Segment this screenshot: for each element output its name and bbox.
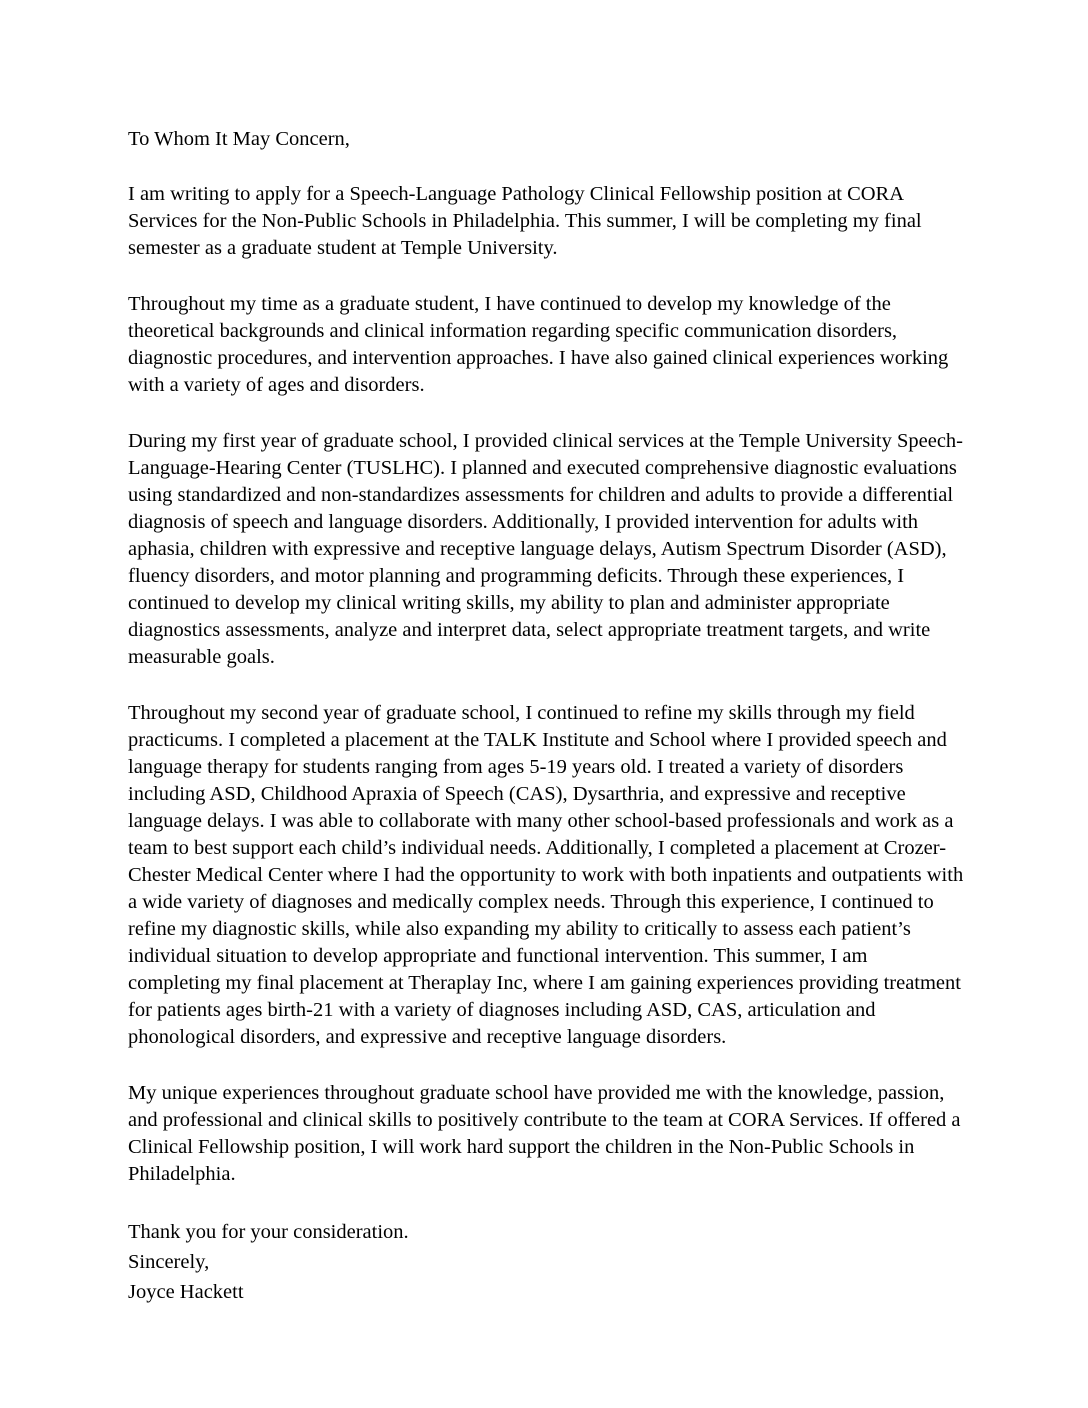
closing-thanks: Thank you for your consideration.: [128, 1221, 409, 1243]
salutation: To Whom It May Concern,: [128, 128, 350, 150]
closing-signature: Joyce Hackett: [128, 1281, 244, 1303]
cover-letter-body: [128, 126, 964, 1307]
paragraph-second-year: Throughout my second year of graduate school, I continued to refine my skills through my field practicums. I completed a placement at the TALK Institute and School where I provided speech and language therapy for students ranging from ages 5-19 years old. I treated a variety of disorders including ASD, Childhood Apraxia of Speech (CAS), Dysarthria, and expressive and receptive language delays. I was able to collaborate with many other school-based professionals and work as a team to best support each child’s individual needs. Additionally, I completed a placement at Crozer-Chester Medical Center where I had the opportunity to work with both inpatients and outpatients with a wide variety of diagnoses and medically complex needs. Through this experience, I continued to refine my diagnostic skills, while also expanding my ability to critically to assess each patient’s individual situation to develop appropriate and functional intervention. This summer, I am completing my final placement at Theraplay Inc, where I am gaining experiences providing treatment for patients ages birth-21 with a variety of diagnoses including ASD, CAS, articulation and phonological disorders, and expressive and receptive language disorders.: [128, 702, 964, 1048]
paragraph-first-year: During my first year of graduate school, I provided clinical services at the Temple University Speech-Language-Hearing Center (TUSLHC). I planned and executed comprehensive diagnostic evaluations using standardized and non-standardizes assessments for children and adults to provide a differential diagnosis of speech and language disorders. Additionally, I provided intervention for adults with aphasia, children with expressive and receptive language delays, Autism Spectrum Disorder (ASD), fluency disorders, and motor planning and programming deficits. Through these experiences, I continued to develop my clinical writing skills, my ability to plan and administer appropriate diagnostics assessments, analyze and interpret data, select appropriate treatment targets, and write measurable goals.: [128, 430, 964, 668]
closing-block: [128, 1217, 964, 1307]
paragraph-intro: I am writing to apply for a Speech-Language Pathology Clinical Fellowship position at CORA Services for the Non-Public Schools in Philadelphia. This summer, I will be completing my final semester as a graduate student at Temple University.: [128, 183, 922, 259]
closing-signoff: Sincerely,: [128, 1251, 210, 1273]
paragraph-conclusion: My unique experiences throughout graduate school have provided me with the knowledge, passion, and professional and clinical skills to positively contribute to the team at CORA Services. If offered a Clinical Fellowship position, I will work hard support the children in the Non-Public Schools in Philadelphia.: [128, 1082, 961, 1185]
paragraph-graduate-overview: Throughout my time as a graduate student, I have continued to develop my knowledge of the theoretical backgrounds and clinical information regarding specific communication disorders, diagnostic procedures, and intervention approaches. I have also gained clinical experiences working with a variety of ages and disorders.: [128, 293, 949, 396]
